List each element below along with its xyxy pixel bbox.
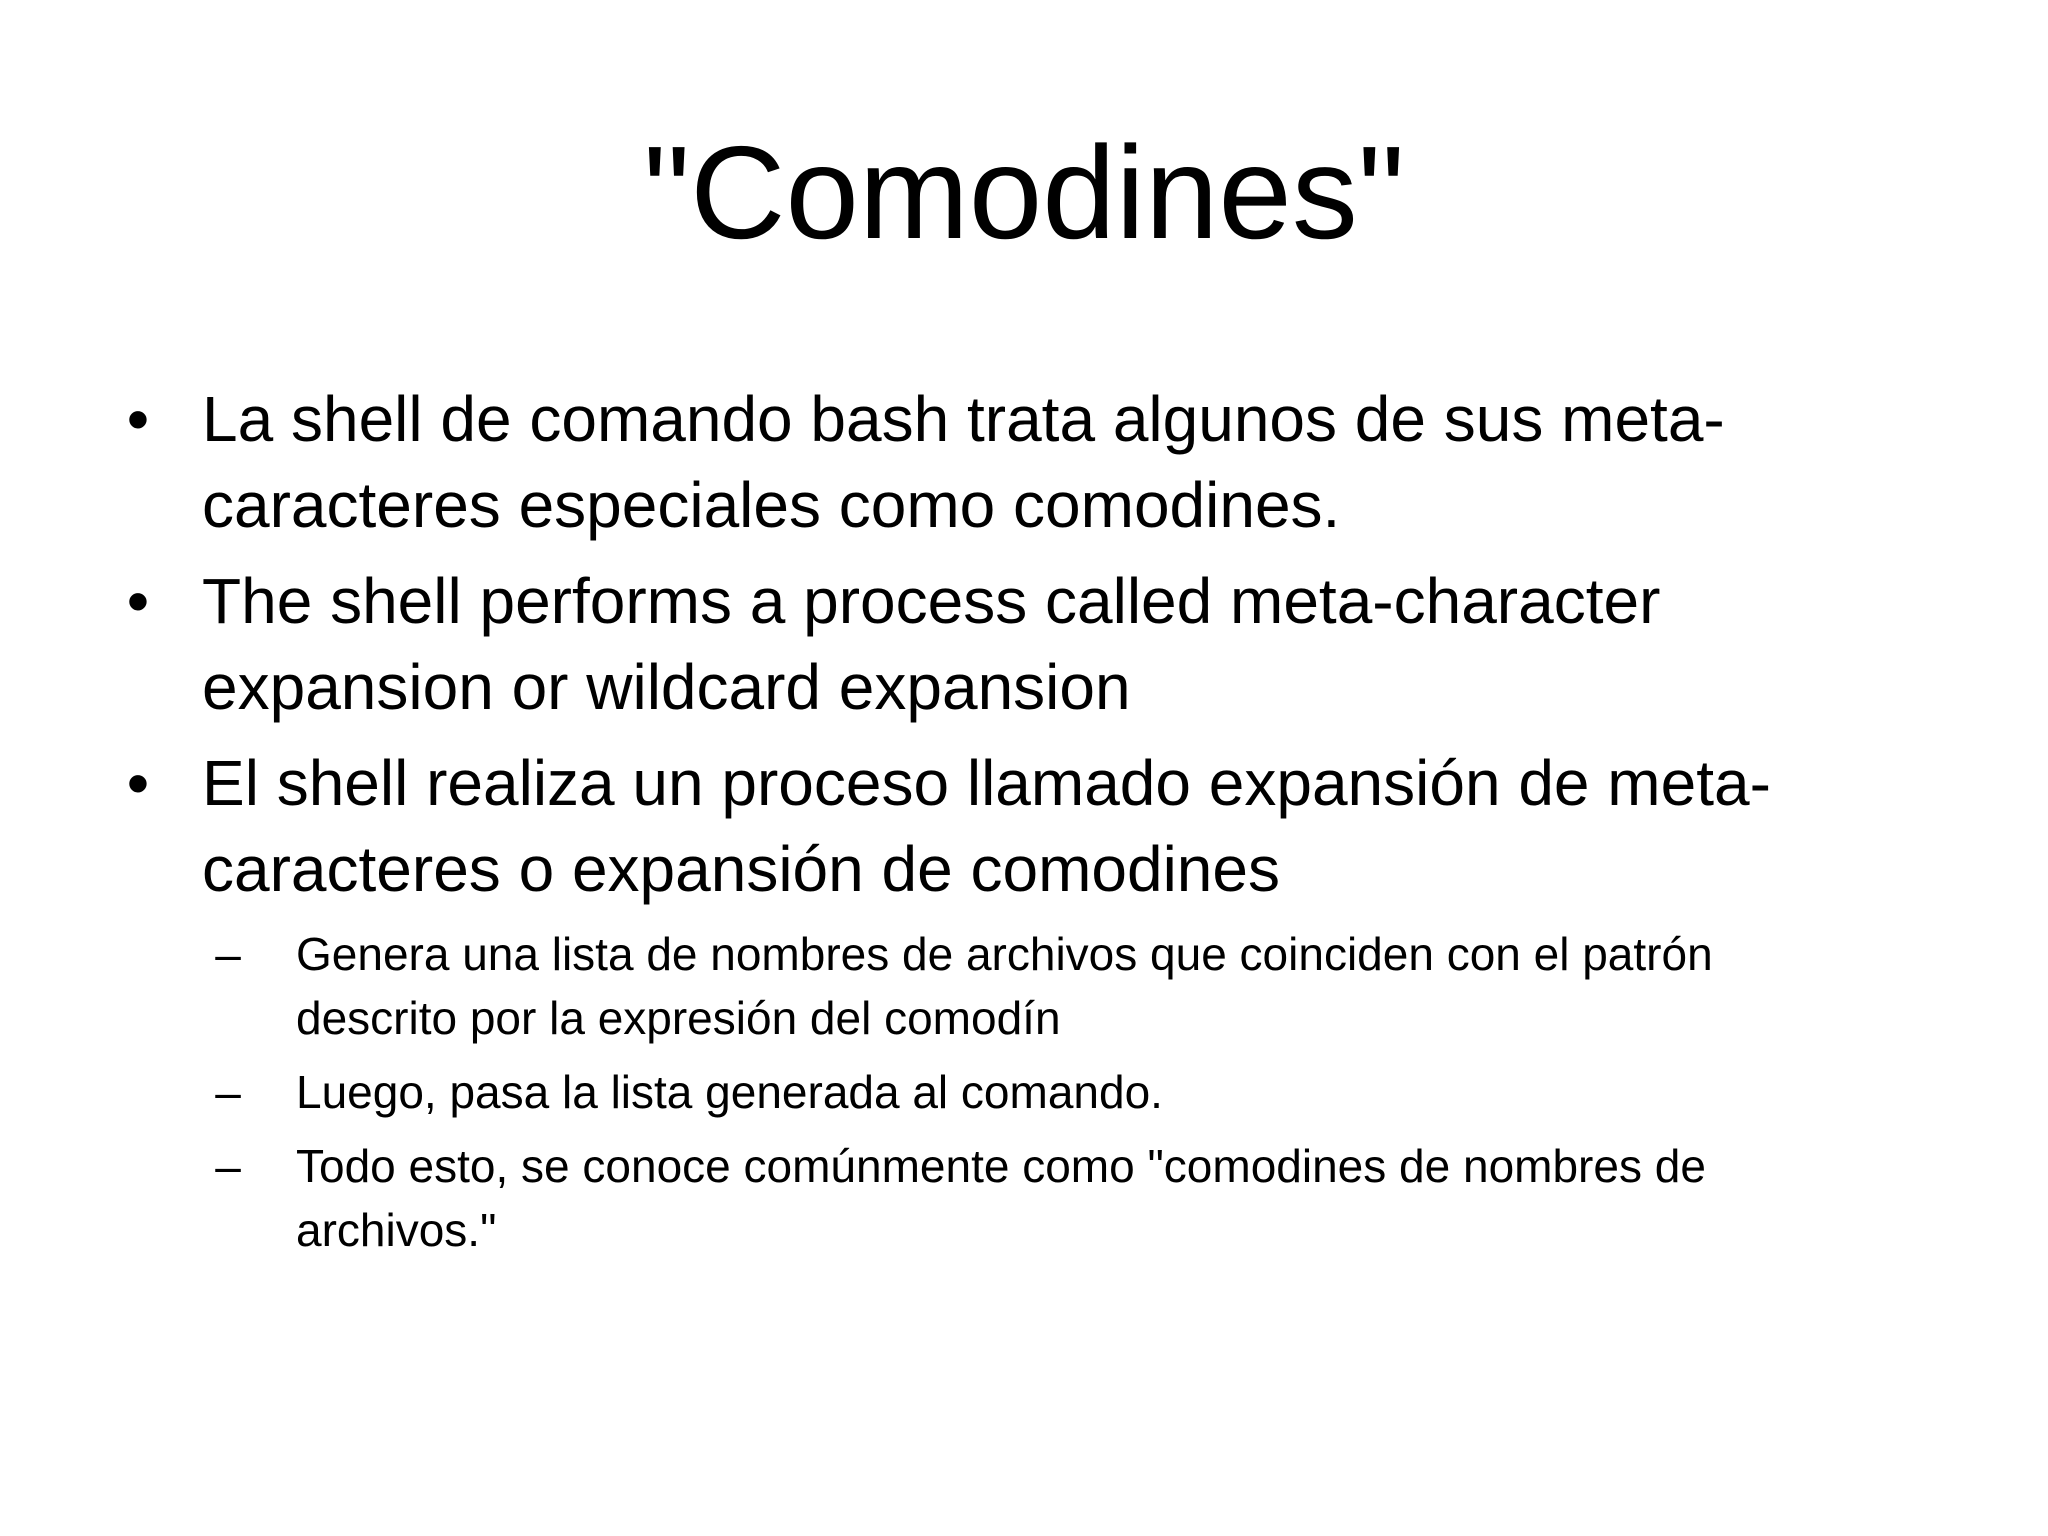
bullet-text: The shell performs a process called meta-character expansion or wildcard expansion	[202, 565, 1661, 723]
sub-bullet-marker: –	[215, 1140, 241, 1192]
bullet-marker: •	[126, 565, 150, 637]
bullet-item	[118, 376, 1918, 548]
slide-content	[118, 376, 1918, 1272]
sub-bullet-text: Genera una lista de nombres de archivos que coinciden con el patrón descrito por la expresión del comodín	[296, 928, 1713, 1044]
sub-bullet-list	[118, 922, 1918, 1262]
sub-bullet-item	[208, 922, 1856, 1050]
sub-bullet-item	[208, 1134, 1856, 1262]
bullet-text: El shell realiza un proceso llamado expansión de meta-caracteres o expansión de comodines	[202, 747, 1771, 905]
bullet-marker: •	[126, 383, 150, 455]
sub-bullet-text: Todo esto, se conoce comúnmente como "comodines de nombres de archivos."	[296, 1140, 1706, 1256]
sub-bullet-item	[208, 1060, 1856, 1124]
bullet-text: La shell de comando bash trata algunos de sus meta-caracteres especiales como comodines.	[202, 383, 1725, 541]
slide-title: "Comodines"	[643, 119, 1405, 266]
sub-bullet-marker: –	[215, 1066, 241, 1118]
bullet-marker: •	[126, 747, 150, 819]
sub-bullet-marker: –	[215, 928, 241, 980]
bullet-item	[118, 740, 1918, 912]
bullet-item	[118, 558, 1918, 730]
sub-bullet-text: Luego, pasa la lista generada al comando.	[296, 1066, 1163, 1118]
